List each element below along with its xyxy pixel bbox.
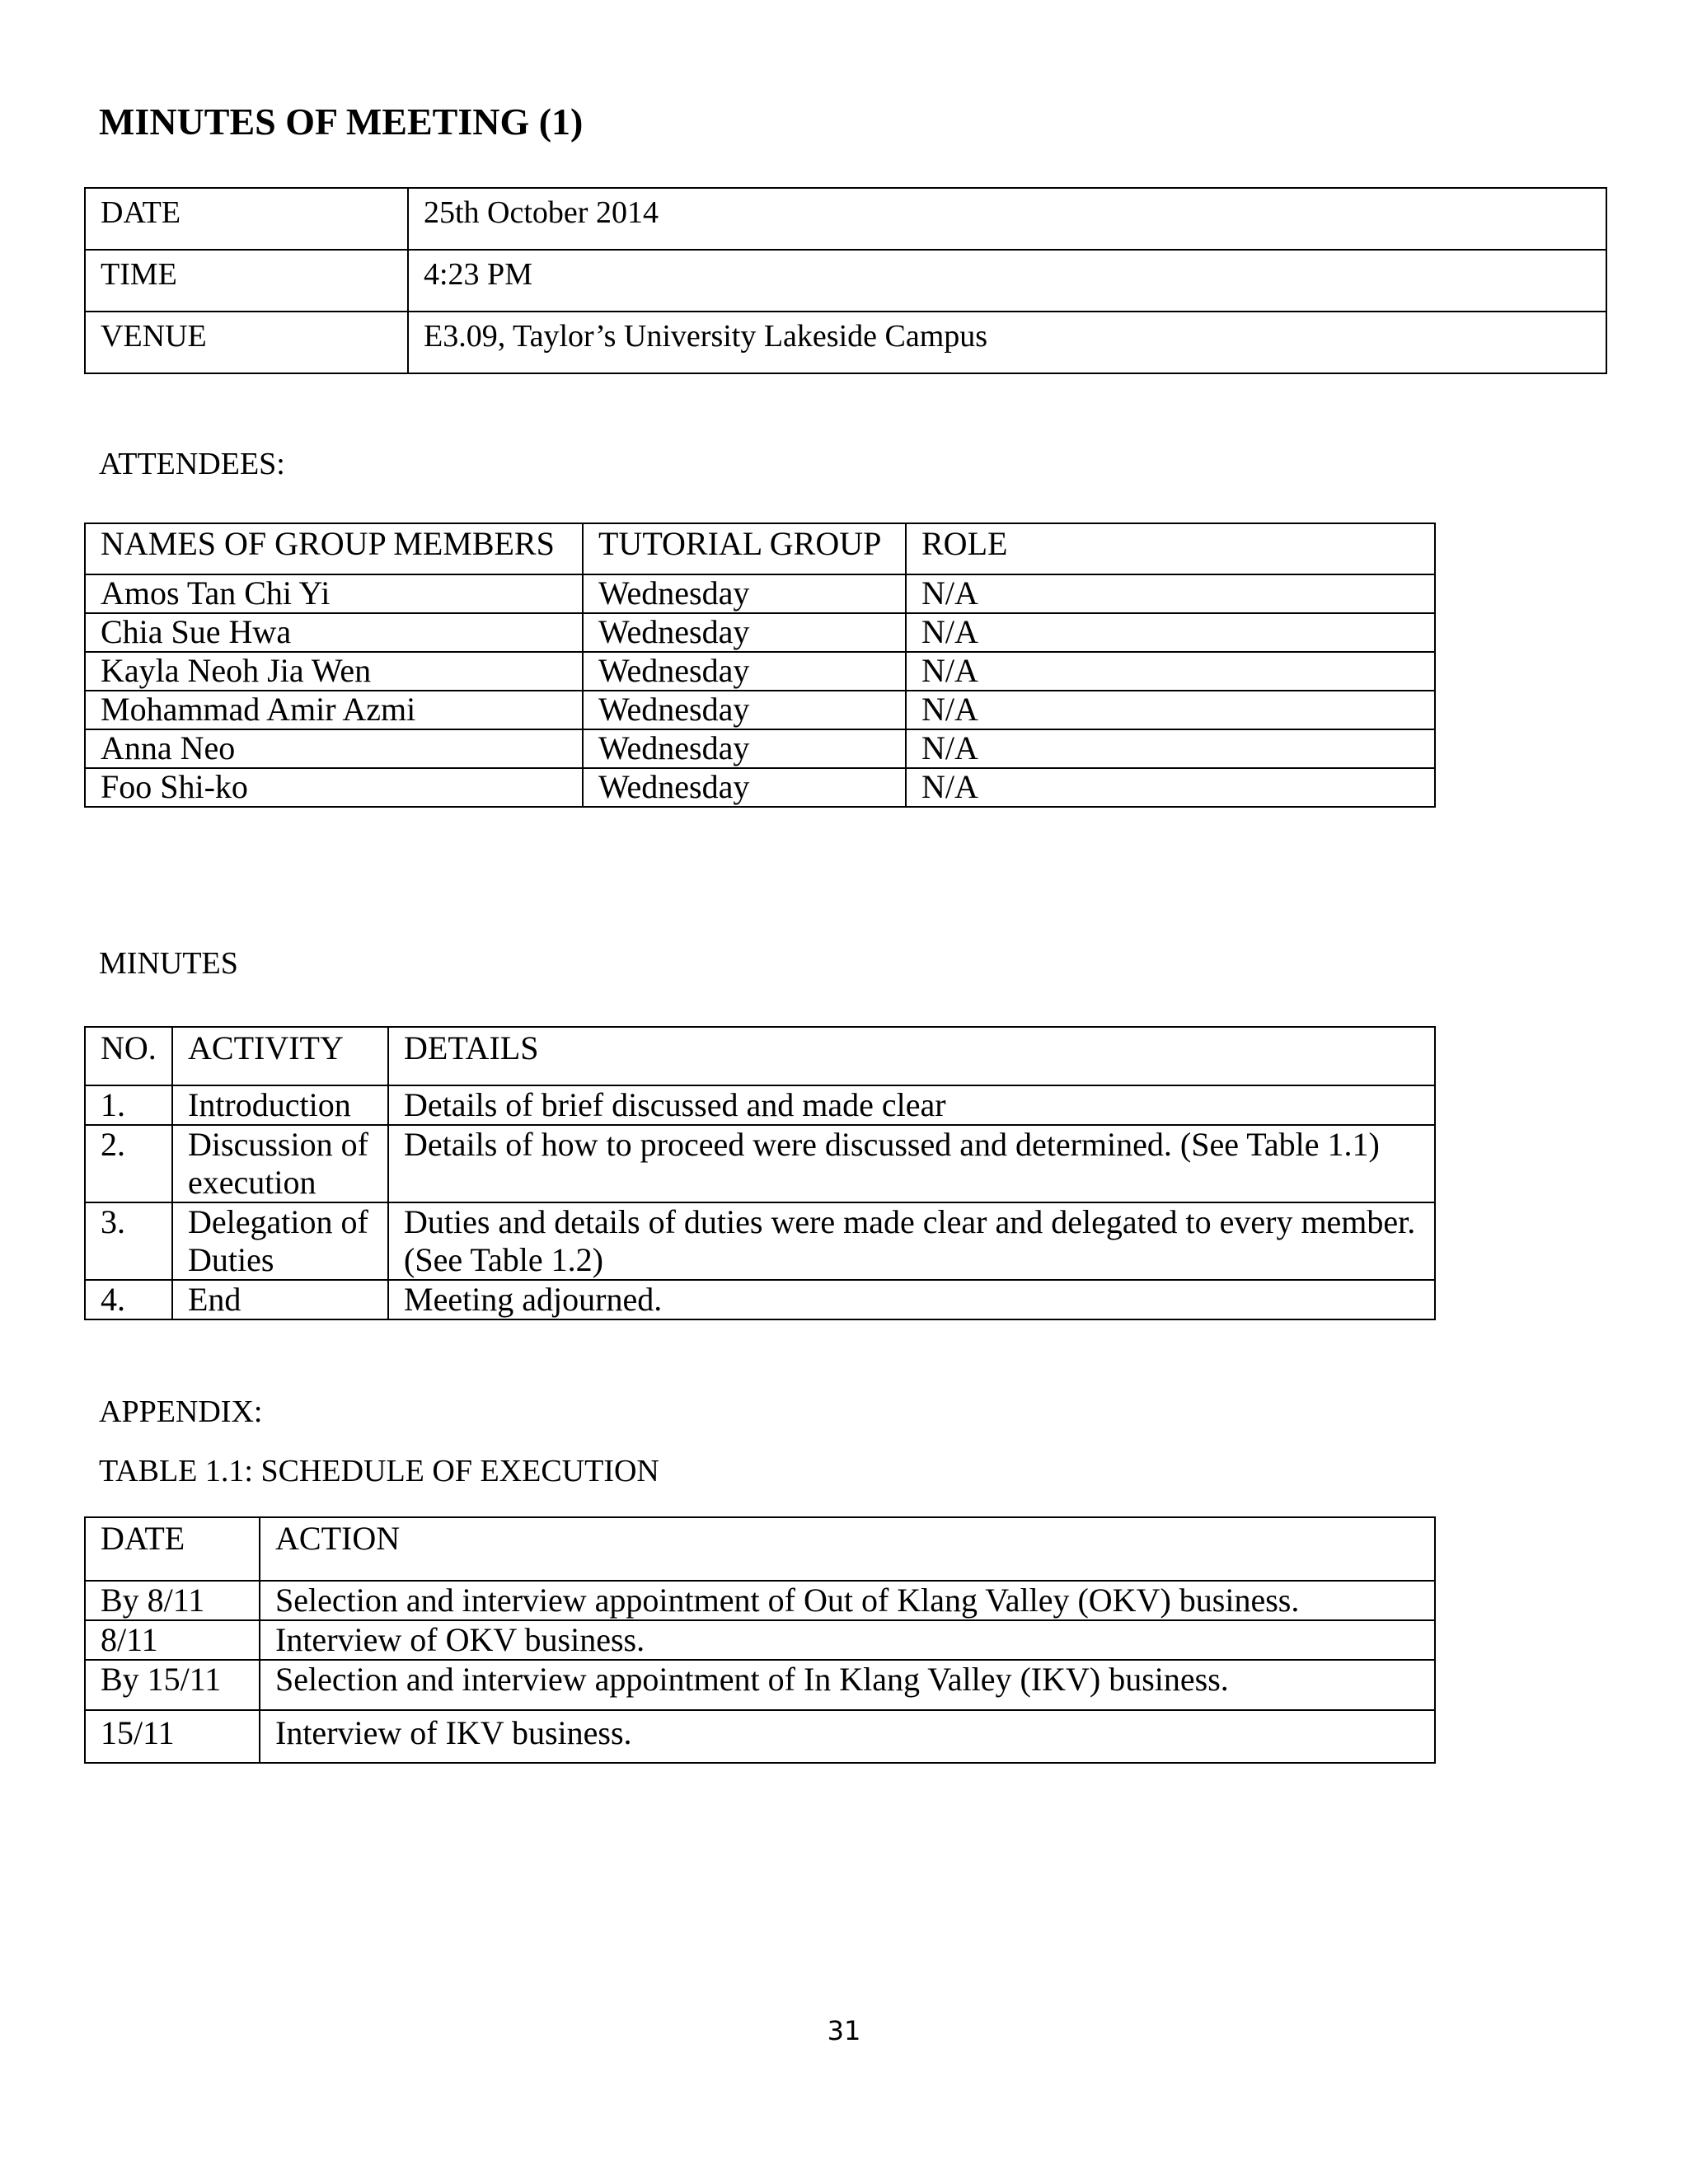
info-label: TIME	[85, 250, 408, 312]
info-row-date	[85, 188, 1606, 250]
member-name: Chia Sue Hwa	[85, 613, 583, 652]
table-row	[85, 1125, 1435, 1202]
table-header-row	[85, 523, 1435, 574]
tutorial-group: Wednesday	[583, 768, 906, 807]
member-name: Anna Neo	[85, 729, 583, 768]
schedule-date: By 8/11	[85, 1581, 260, 1620]
column-header: ACTIVITY	[172, 1027, 388, 1085]
tutorial-group: Wednesday	[583, 574, 906, 613]
schedule-date: 15/11	[85, 1710, 260, 1763]
item-number: 1.	[85, 1085, 172, 1125]
member-role: N/A	[906, 613, 1435, 652]
column-header: DETAILS	[388, 1027, 1435, 1085]
schedule-action: Interview of OKV business.	[260, 1620, 1435, 1660]
table-header-row	[85, 1027, 1435, 1085]
item-number: 2.	[85, 1125, 172, 1202]
table-row	[85, 574, 1435, 613]
schedule-action: Selection and interview appointment of Out of Klang Valley (OKV) business.	[260, 1581, 1435, 1620]
table-row	[85, 1660, 1435, 1710]
member-name: Mohammad Amir Azmi	[85, 691, 583, 729]
member-name: Kayla Neoh Jia Wen	[85, 652, 583, 691]
info-value: 25th October 2014	[408, 188, 1606, 250]
details: Duties and details of duties were made clear and delegated to every member. (See Table 1.2)	[388, 1202, 1435, 1280]
info-label: DATE	[85, 188, 408, 250]
member-role: N/A	[906, 729, 1435, 768]
member-role: N/A	[906, 691, 1435, 729]
activity: End	[172, 1280, 388, 1319]
attendees-heading: ATTENDEES:	[99, 447, 285, 481]
table-title: TABLE 1.1: SCHEDULE OF EXECUTION	[99, 1454, 659, 1488]
schedule-date: 8/11	[85, 1620, 260, 1660]
minutes-heading: MINUTES	[99, 946, 238, 981]
schedule-action: Interview of IKV business.	[260, 1710, 1435, 1763]
page-number: 31	[827, 2015, 861, 2046]
schedule-date: By 15/11	[85, 1660, 260, 1710]
column-header: ACTION	[260, 1517, 1435, 1581]
attendees-table	[84, 523, 1436, 808]
tutorial-group: Wednesday	[583, 729, 906, 768]
table-row	[85, 652, 1435, 691]
column-header: DATE	[85, 1517, 260, 1581]
member-role: N/A	[906, 574, 1435, 613]
info-label: VENUE	[85, 312, 408, 373]
column-header: NO.	[85, 1027, 172, 1085]
table-row	[85, 1581, 1435, 1620]
member-name: Foo Shi-ko	[85, 768, 583, 807]
details: Meeting adjourned.	[388, 1280, 1435, 1319]
details: Details of brief discussed and made clear	[388, 1085, 1435, 1125]
table-row	[85, 1085, 1435, 1125]
column-header: ROLE	[906, 523, 1435, 574]
member-name: Amos Tan Chi Yi	[85, 574, 583, 613]
table-header-row	[85, 1517, 1435, 1581]
table-row	[85, 1710, 1435, 1763]
info-row-venue	[85, 312, 1606, 373]
item-number: 4.	[85, 1280, 172, 1319]
info-value: 4:23 PM	[408, 250, 1606, 312]
table-row	[85, 768, 1435, 807]
details: Details of how to proceed were discussed and determined. (See Table 1.1)	[388, 1125, 1435, 1202]
tutorial-group: Wednesday	[583, 652, 906, 691]
execution-schedule-table	[84, 1516, 1436, 1764]
meeting-info-table	[84, 187, 1607, 374]
minutes-table	[84, 1026, 1436, 1320]
table-row	[85, 1620, 1435, 1660]
activity: Introduction	[172, 1085, 388, 1125]
table-row	[85, 613, 1435, 652]
activity: Delegation of Duties	[172, 1202, 388, 1280]
item-number: 3.	[85, 1202, 172, 1280]
column-header: TUTORIAL GROUP	[583, 523, 906, 574]
page-title: MINUTES OF MEETING (1)	[99, 101, 584, 143]
table-row	[85, 729, 1435, 768]
tutorial-group: Wednesday	[583, 691, 906, 729]
table-row	[85, 1202, 1435, 1280]
info-row-time	[85, 250, 1606, 312]
table-row	[85, 1280, 1435, 1319]
schedule-action: Selection and interview appointment of In Klang Valley (IKV) business.	[260, 1660, 1435, 1710]
member-role: N/A	[906, 768, 1435, 807]
activity: Discussion of execution	[172, 1125, 388, 1202]
column-header: NAMES OF GROUP MEMBERS	[85, 523, 583, 574]
member-role: N/A	[906, 652, 1435, 691]
table-row	[85, 691, 1435, 729]
info-value: E3.09, Taylor’s University Lakeside Campus	[408, 312, 1606, 373]
tutorial-group: Wednesday	[583, 613, 906, 652]
appendix-heading: APPENDIX:	[99, 1394, 263, 1429]
